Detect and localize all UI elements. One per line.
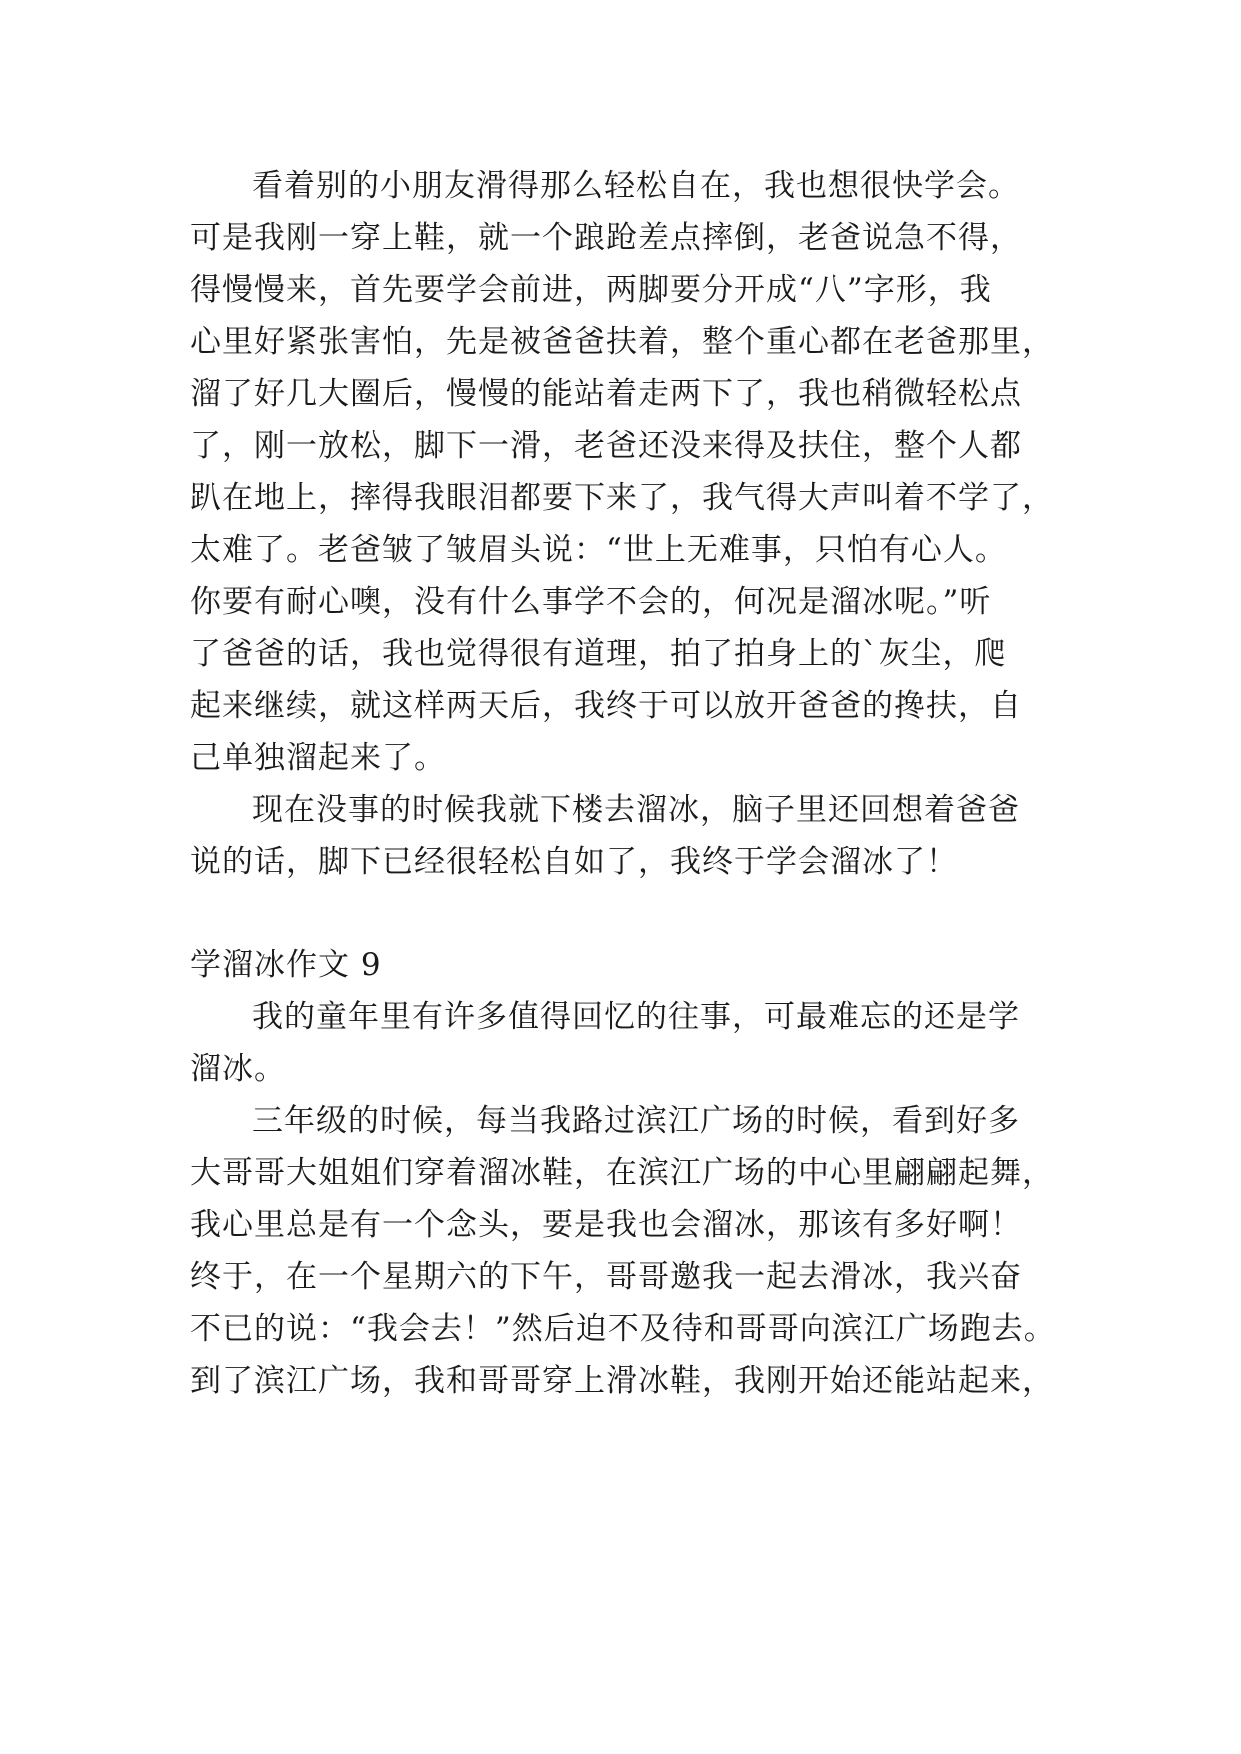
section-heading: 学溜冰作文 9 xyxy=(190,947,382,983)
text-line: 起来继续，就这样两天后，我终于可以放开爸爸的搀扶，自 xyxy=(190,688,1022,724)
text-line: 溜冰。 xyxy=(190,1051,286,1087)
text-line: 你要有耐心噢，没有什么事学不会的，何况是溜冰呢。”听 xyxy=(190,584,992,620)
text-line: 现在没事的时候我就下楼去溜冰，脑子里还回想着爸爸 xyxy=(252,792,1020,828)
text-line: 看着别的小朋友滑得那么轻松自在，我也想很快学会。 xyxy=(252,168,1020,204)
text-line: 溜了好几大圈后，慢慢的能站着走两下了，我也稍微轻松点 xyxy=(190,376,1022,412)
text-line: 了，刚一放松，脚下一滑，老爸还没来得及扶住，整个人都 xyxy=(190,428,1022,464)
text-line: 了爸爸的话，我也觉得很有道理，拍了拍身上的`灰尘，爬 xyxy=(190,636,1007,672)
text-line: 不已的说：“我会去！”然后迫不及待和哥哥向滨江广场跑去。 xyxy=(190,1311,1056,1347)
text-line: 三年级的时候，每当我路过滨江广场的时候，看到好多 xyxy=(252,1103,1020,1139)
text-line: 己单独溜起来了。 xyxy=(190,740,446,776)
text-line: 说的话，脚下已经很轻松自如了，我终于学会溜冰了！ xyxy=(190,844,958,880)
text-line: 得慢慢来，首先要学会前进，两脚要分开成“八”字形，我 xyxy=(190,272,992,308)
text-line: 终于，在一个星期六的下午，哥哥邀我一起去滑冰，我兴奋 xyxy=(190,1259,1022,1295)
text-line: 我心里总是有一个念头，要是我也会溜冰，那该有多好啊！ xyxy=(190,1207,1022,1243)
text-line: 可是我刚一穿上鞋，就一个踉跄差点摔倒，老爸说急不得， xyxy=(190,220,1022,256)
text-line: 趴在地上，摔得我眼泪都要下来了，我气得大声叫着不学了， xyxy=(190,480,1054,516)
text-line: 大哥哥大姐姐们穿着溜冰鞋，在滨江广场的中心里翩翩起舞， xyxy=(190,1155,1054,1191)
text-line: 我的童年里有许多值得回忆的往事，可最难忘的还是学 xyxy=(252,999,1020,1035)
text-line: 到了滨江广场，我和哥哥穿上滑冰鞋，我刚开始还能站起来， xyxy=(190,1363,1054,1399)
text-line: 心里好紧张害怕，先是被爸爸扶着，整个重心都在老爸那里， xyxy=(190,324,1054,360)
text-line: 太难了。老爸皱了皱眉头说：“世上无难事，只怕有心人。 xyxy=(190,532,1007,568)
